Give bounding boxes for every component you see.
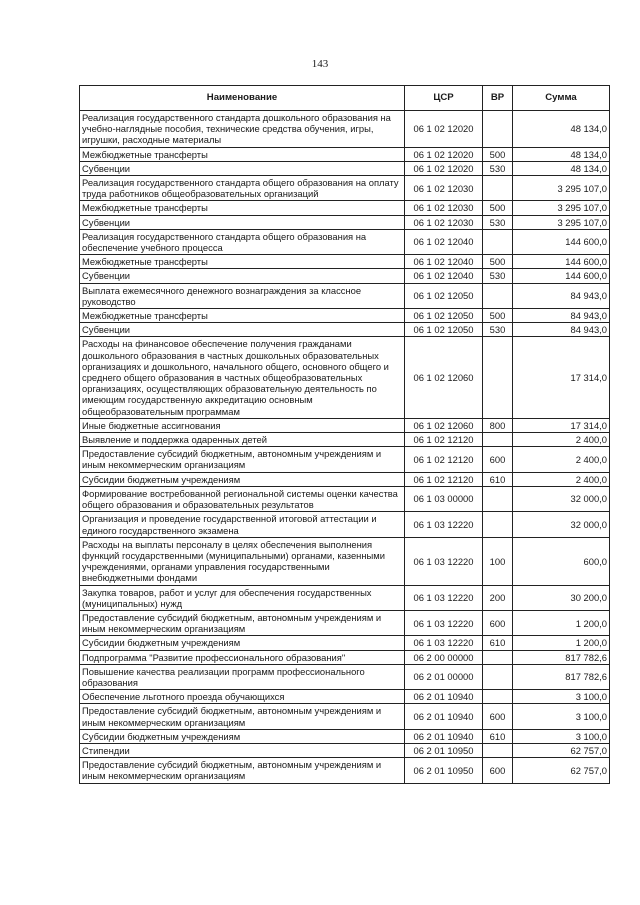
- cell-vr: 610: [483, 729, 513, 743]
- cell-sum: 817 782,6: [513, 650, 610, 664]
- cell-csr: 06 1 02 12060: [405, 418, 483, 432]
- table-row: [80, 650, 610, 664]
- cell-sum: 3 100,0: [513, 704, 610, 729]
- table-row: [80, 309, 610, 323]
- cell-csr: 06 1 02 12020: [405, 147, 483, 161]
- cell-sum: 84 943,0: [513, 309, 610, 323]
- cell-sum: 144 600,0: [513, 269, 610, 283]
- cell-csr: 06 1 03 12220: [405, 537, 483, 585]
- cell-name: Реализация государственного стандарта дошкольного образования на учебно-наглядные пособия, технические средства обучения, игры, игрушки, расходные материалы: [80, 111, 405, 148]
- cell-vr: [483, 743, 513, 757]
- cell-sum: 32 000,0: [513, 486, 610, 511]
- cell-name: Субвенции: [80, 215, 405, 229]
- table-row: [80, 636, 610, 650]
- cell-name: Формирование востребованной региональной системы оценки качества общего образования и образовательных результатов: [80, 486, 405, 511]
- cell-name: Стипендии: [80, 743, 405, 757]
- cell-name: Межбюджетные трансферты: [80, 201, 405, 215]
- table-row: [80, 585, 610, 610]
- cell-vr: 500: [483, 255, 513, 269]
- cell-vr: [483, 690, 513, 704]
- cell-name: Расходы на выплаты персоналу в целях обеспечения выполнения функций государственными (муниципальными) органами, казенными учреждениями, органами управления государственными внебюджетными фондами: [80, 537, 405, 585]
- cell-vr: 100: [483, 537, 513, 585]
- cell-csr: 06 1 02 12020: [405, 111, 483, 148]
- cell-vr: [483, 111, 513, 148]
- cell-name: Обеспечение льготного проезда обучающихся: [80, 690, 405, 704]
- cell-vr: 530: [483, 269, 513, 283]
- cell-vr: [483, 176, 513, 201]
- cell-csr: 06 2 01 10940: [405, 729, 483, 743]
- cell-csr: 06 1 02 12030: [405, 201, 483, 215]
- cell-sum: 817 782,6: [513, 664, 610, 689]
- page-number: 143: [311, 58, 329, 70]
- cell-name: Повышение качества реализации программ профессионального образования: [80, 664, 405, 689]
- cell-name: Выявление и поддержка одаренных детей: [80, 433, 405, 447]
- cell-vr: 530: [483, 323, 513, 337]
- cell-csr: 06 1 03 12220: [405, 512, 483, 537]
- column-header-name: Наименование: [80, 86, 405, 111]
- cell-vr: 600: [483, 758, 513, 783]
- cell-sum: 600,0: [513, 537, 610, 585]
- cell-vr: [483, 512, 513, 537]
- cell-csr: 06 1 02 12040: [405, 229, 483, 254]
- cell-vr: 610: [483, 472, 513, 486]
- cell-name: Субвенции: [80, 161, 405, 175]
- cell-name: Предоставление субсидий бюджетным, автономным учреждениям и иным некоммерческим организациям: [80, 610, 405, 635]
- table-header-row: [80, 86, 610, 111]
- table-row: [80, 147, 610, 161]
- cell-csr: 06 1 02 12120: [405, 433, 483, 447]
- cell-csr: 06 1 02 12060: [405, 337, 483, 418]
- cell-vr: 600: [483, 610, 513, 635]
- cell-vr: 200: [483, 585, 513, 610]
- cell-vr: 600: [483, 447, 513, 472]
- cell-sum: 32 000,0: [513, 512, 610, 537]
- table-row: [80, 215, 610, 229]
- cell-csr: 06 1 02 12050: [405, 283, 483, 308]
- cell-name: Субвенции: [80, 323, 405, 337]
- cell-csr: 06 1 03 12220: [405, 610, 483, 635]
- cell-sum: 144 600,0: [513, 229, 610, 254]
- cell-name: Закупка товаров, работ и услуг для обеспечения государственных (муниципальных) нужд: [80, 585, 405, 610]
- table-row: [80, 337, 610, 418]
- cell-name: Иные бюджетные ассигнования: [80, 418, 405, 432]
- budget-table: [79, 85, 610, 784]
- table-row: [80, 283, 610, 308]
- cell-name: Межбюджетные трансферты: [80, 309, 405, 323]
- cell-csr: 06 1 02 12120: [405, 472, 483, 486]
- cell-csr: 06 1 02 12030: [405, 215, 483, 229]
- cell-name: Межбюджетные трансферты: [80, 147, 405, 161]
- cell-csr: 06 1 02 12040: [405, 269, 483, 283]
- cell-csr: 06 2 01 10950: [405, 743, 483, 757]
- cell-name: Предоставление субсидий бюджетным, автономным учреждениям и иным некоммерческим организациям: [80, 704, 405, 729]
- table-row: [80, 704, 610, 729]
- table-row: [80, 537, 610, 585]
- cell-csr: 06 1 02 12050: [405, 309, 483, 323]
- table-row: [80, 447, 610, 472]
- cell-name: Реализация государственного стандарта общего образования на оплату труда работников общеобразовательных организаций: [80, 176, 405, 201]
- table-body: [80, 111, 610, 784]
- cell-name: Расходы на финансовое обеспечение получения гражданами дошкольного образования в частных дошкольных образовательных организациях и дошкольного, начального общего, основного общего и среднего общего образования в частных общеобразовательных организациях, осуществляющих образовательную деятельность по имеющим государственную аккредитацию основным общеобразовательным программам: [80, 337, 405, 418]
- table-row: [80, 664, 610, 689]
- cell-vr: 530: [483, 161, 513, 175]
- cell-sum: 2 400,0: [513, 433, 610, 447]
- table-row: [80, 161, 610, 175]
- table-row: [80, 111, 610, 148]
- table-row: [80, 229, 610, 254]
- table-row: [80, 418, 610, 432]
- cell-csr: 06 1 03 12220: [405, 636, 483, 650]
- cell-csr: 06 1 03 12220: [405, 585, 483, 610]
- cell-sum: 62 757,0: [513, 758, 610, 783]
- cell-name: Межбюджетные трансферты: [80, 255, 405, 269]
- column-header-csr: ЦСР: [405, 86, 483, 111]
- cell-sum: 3 100,0: [513, 690, 610, 704]
- cell-csr: 06 1 02 12050: [405, 323, 483, 337]
- table-row: [80, 512, 610, 537]
- table-row: [80, 486, 610, 511]
- cell-sum: 62 757,0: [513, 743, 610, 757]
- cell-name: Предоставление субсидий бюджетным, автономным учреждениям и иным некоммерческим организациям: [80, 447, 405, 472]
- cell-name: Субсидии бюджетным учреждениям: [80, 472, 405, 486]
- cell-csr: 06 2 00 00000: [405, 650, 483, 664]
- cell-sum: 84 943,0: [513, 283, 610, 308]
- cell-sum: 2 400,0: [513, 472, 610, 486]
- table-row: [80, 610, 610, 635]
- cell-csr: 06 1 02 12030: [405, 176, 483, 201]
- cell-sum: 3 295 107,0: [513, 201, 610, 215]
- cell-vr: [483, 433, 513, 447]
- column-header-sum: Сумма: [513, 86, 610, 111]
- cell-csr: 06 1 03 00000: [405, 486, 483, 511]
- cell-vr: 500: [483, 309, 513, 323]
- table-row: [80, 758, 610, 783]
- cell-name: Организация и проведение государственной итоговой аттестации и единого государственного экзамена: [80, 512, 405, 537]
- cell-sum: 3 100,0: [513, 729, 610, 743]
- cell-sum: 144 600,0: [513, 255, 610, 269]
- cell-vr: [483, 486, 513, 511]
- cell-vr: 500: [483, 147, 513, 161]
- cell-csr: 06 1 02 12040: [405, 255, 483, 269]
- cell-vr: [483, 229, 513, 254]
- table-row: [80, 433, 610, 447]
- cell-name: Подпрограмма "Развитие профессионального образования": [80, 650, 405, 664]
- cell-sum: 48 134,0: [513, 111, 610, 148]
- table-row: [80, 323, 610, 337]
- cell-sum: 17 314,0: [513, 337, 610, 418]
- cell-sum: 1 200,0: [513, 610, 610, 635]
- table-row: [80, 176, 610, 201]
- cell-vr: 500: [483, 201, 513, 215]
- cell-sum: 3 295 107,0: [513, 176, 610, 201]
- cell-sum: 48 134,0: [513, 161, 610, 175]
- cell-sum: 17 314,0: [513, 418, 610, 432]
- table-row: [80, 729, 610, 743]
- cell-vr: [483, 664, 513, 689]
- cell-name: Реализация государственного стандарта общего образования на обеспечение учебного процесса: [80, 229, 405, 254]
- cell-csr: 06 2 01 10940: [405, 690, 483, 704]
- cell-sum: 3 295 107,0: [513, 215, 610, 229]
- cell-vr: 610: [483, 636, 513, 650]
- cell-sum: 84 943,0: [513, 323, 610, 337]
- cell-sum: 2 400,0: [513, 447, 610, 472]
- table-row: [80, 201, 610, 215]
- cell-vr: [483, 650, 513, 664]
- cell-sum: 1 200,0: [513, 636, 610, 650]
- table-row: [80, 255, 610, 269]
- cell-vr: 800: [483, 418, 513, 432]
- cell-vr: 600: [483, 704, 513, 729]
- cell-vr: [483, 283, 513, 308]
- table-row: [80, 690, 610, 704]
- cell-name: Субсидии бюджетным учреждениям: [80, 636, 405, 650]
- cell-name: Субсидии бюджетным учреждениям: [80, 729, 405, 743]
- table-row: [80, 472, 610, 486]
- table-row: [80, 743, 610, 757]
- cell-sum: 30 200,0: [513, 585, 610, 610]
- cell-csr: 06 1 02 12120: [405, 447, 483, 472]
- cell-name: Выплата ежемесячного денежного вознаграждения за классное руководство: [80, 283, 405, 308]
- cell-sum: 48 134,0: [513, 147, 610, 161]
- cell-csr: 06 2 01 10940: [405, 704, 483, 729]
- cell-name: Предоставление субсидий бюджетным, автономным учреждениям и иным некоммерческим организациям: [80, 758, 405, 783]
- column-header-vr: ВР: [483, 86, 513, 111]
- table-row: [80, 269, 610, 283]
- cell-csr: 06 1 02 12020: [405, 161, 483, 175]
- cell-name: Субвенции: [80, 269, 405, 283]
- cell-vr: 530: [483, 215, 513, 229]
- cell-vr: [483, 337, 513, 418]
- cell-csr: 06 2 01 00000: [405, 664, 483, 689]
- cell-csr: 06 2 01 10950: [405, 758, 483, 783]
